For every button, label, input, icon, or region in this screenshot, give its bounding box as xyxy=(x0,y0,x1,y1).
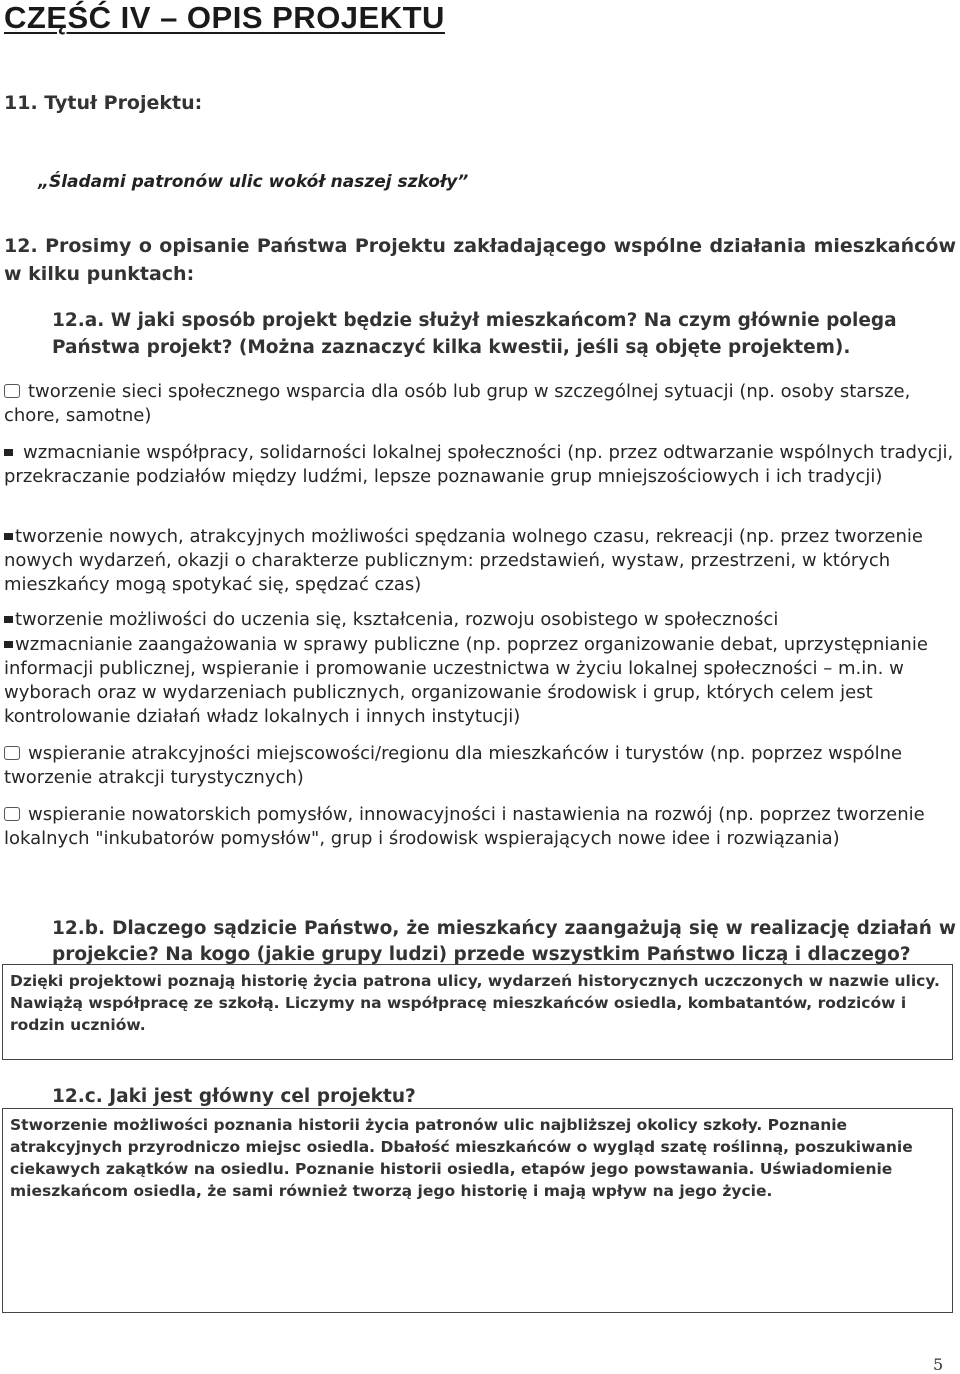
option-text: wspieranie nowatorskich pomysłów, innowacyjności i nastawienia na rozwój (np. poprzez tworzenie lokalnych "inkubatorów pomysłów", grup i środowisk wspierających nowe idee i rozwiązania) xyxy=(4,804,925,849)
unchecked-checkbox-icon[interactable] xyxy=(4,807,20,821)
checked-checkbox-icon[interactable] xyxy=(4,533,13,540)
question-11: 11. Tytuł Projektu: xyxy=(4,92,203,114)
checked-checkbox-icon[interactable] xyxy=(4,616,13,623)
option-public-engagement xyxy=(4,633,954,729)
option-leisure xyxy=(4,525,954,597)
checked-checkbox-icon[interactable] xyxy=(4,641,13,648)
answer-12c-field[interactable]: Stworzenie możliwości poznania historii życia patronów ulic najbliższej okolicy szkoły. Poznanie atrakcyjnych przyrodniczo miejsc osiedla. Dbałość mieszkańców o wygląd szatę roślinną, poszukiwanie ciekawych zakątków na osiedlu. Poznanie historii osiedla, etapów jego powstawania. Uświadomienie mieszkańcom osiedla, że sami również tworzą jego historię i mają wpływ na jego życie. xyxy=(2,1108,953,1313)
option-learning xyxy=(4,608,954,632)
question-12a: 12.a. W jaki sposób projekt będzie służył mieszkańcom? Na czym głównie polega Państwa projekt? (Można zaznaczyć kilka kwestii, jeśli są objęte projektem). xyxy=(52,310,897,358)
answer-12b-field[interactable]: Dzięki projektowi poznają historię życia patrona ulicy, wydarzeń historycznych uczczonych w nazwie ulicy. Nawiążą współpracę ze szkołą. Liczymy na współpracę mieszkańców osiedla, kombatantów, rodziców i rodzin uczniów. xyxy=(2,964,953,1060)
option-social-support xyxy=(4,380,954,428)
section-title: CZĘŚĆ IV – OPIS PROJEKTU xyxy=(4,0,445,35)
option-innovation xyxy=(4,803,954,851)
unchecked-checkbox-icon[interactable] xyxy=(4,746,20,760)
question-12b: 12.b. Dlaczego sądzicie Państwo, że mieszkańcy zaangażują się w realizację działań w projekcie? Na kogo (jakie grupy ludzi) przede wszystkim Państwo liczą i dlaczego? xyxy=(52,918,956,965)
checked-checkbox-icon[interactable] xyxy=(4,449,13,456)
page-number: 5 xyxy=(933,1355,944,1374)
option-text: tworzenie nowych, atrakcyjnych możliwości spędzania wolnego czasu, rekreacji (np. przez tworzenie nowych wydarzeń, okazji o charakterze publicznym: przedstawień, wystaw, przestrzeni, w których mieszkańcy mogą spotykać się, spędzać czas) xyxy=(4,526,923,595)
question-12: 12. Prosimy o opisanie Państwa Projektu zakładającego wspólne działania mieszkańców w kilku punktach: xyxy=(4,235,956,285)
option-text: wzmacnianie zaangażowania w sprawy publiczne (np. poprzez organizowanie debat, uprzystępnianie informacji publicznej, wspieranie i promowanie uczestnictwa w życiu lokalnej społeczności – m.in. w wyborach oraz w wydarzeniach publicznych, organizowanie środowisk i grup, których celem jest kontrolowanie działań władz lokalnych i innych instytucji) xyxy=(4,634,928,727)
option-text: tworzenie sieci społecznego wsparcia dla osób lub grup w szczególnej sytuacji (np. osoby starsze, chore, samotne) xyxy=(4,381,911,426)
project-title: „Śladami patronów ulic wokół naszej szkoły” xyxy=(38,172,469,192)
option-text: tworzenie możliwości do uczenia się, kształcenia, rozwoju osobistego w społeczności xyxy=(15,609,779,630)
option-text: wspieranie atrakcyjności miejscowości/regionu dla mieszkańców i turystów (np. poprzez wspólne tworzenie atrakcji turystycznych) xyxy=(4,743,903,788)
unchecked-checkbox-icon[interactable] xyxy=(4,384,20,398)
option-attractiveness xyxy=(4,742,954,790)
option-text: wzmacnianie współpracy, solidarności lokalnej społeczności (np. przez odtwarzanie wspólnych tradycji, przekraczanie podziałów między ludźmi, lepsze poznawanie grup mniejszościowych i ich tradycji) xyxy=(4,442,954,487)
option-cooperation xyxy=(4,441,954,489)
question-12c: 12.c. Jaki jest główny cel projektu? xyxy=(52,1086,416,1107)
